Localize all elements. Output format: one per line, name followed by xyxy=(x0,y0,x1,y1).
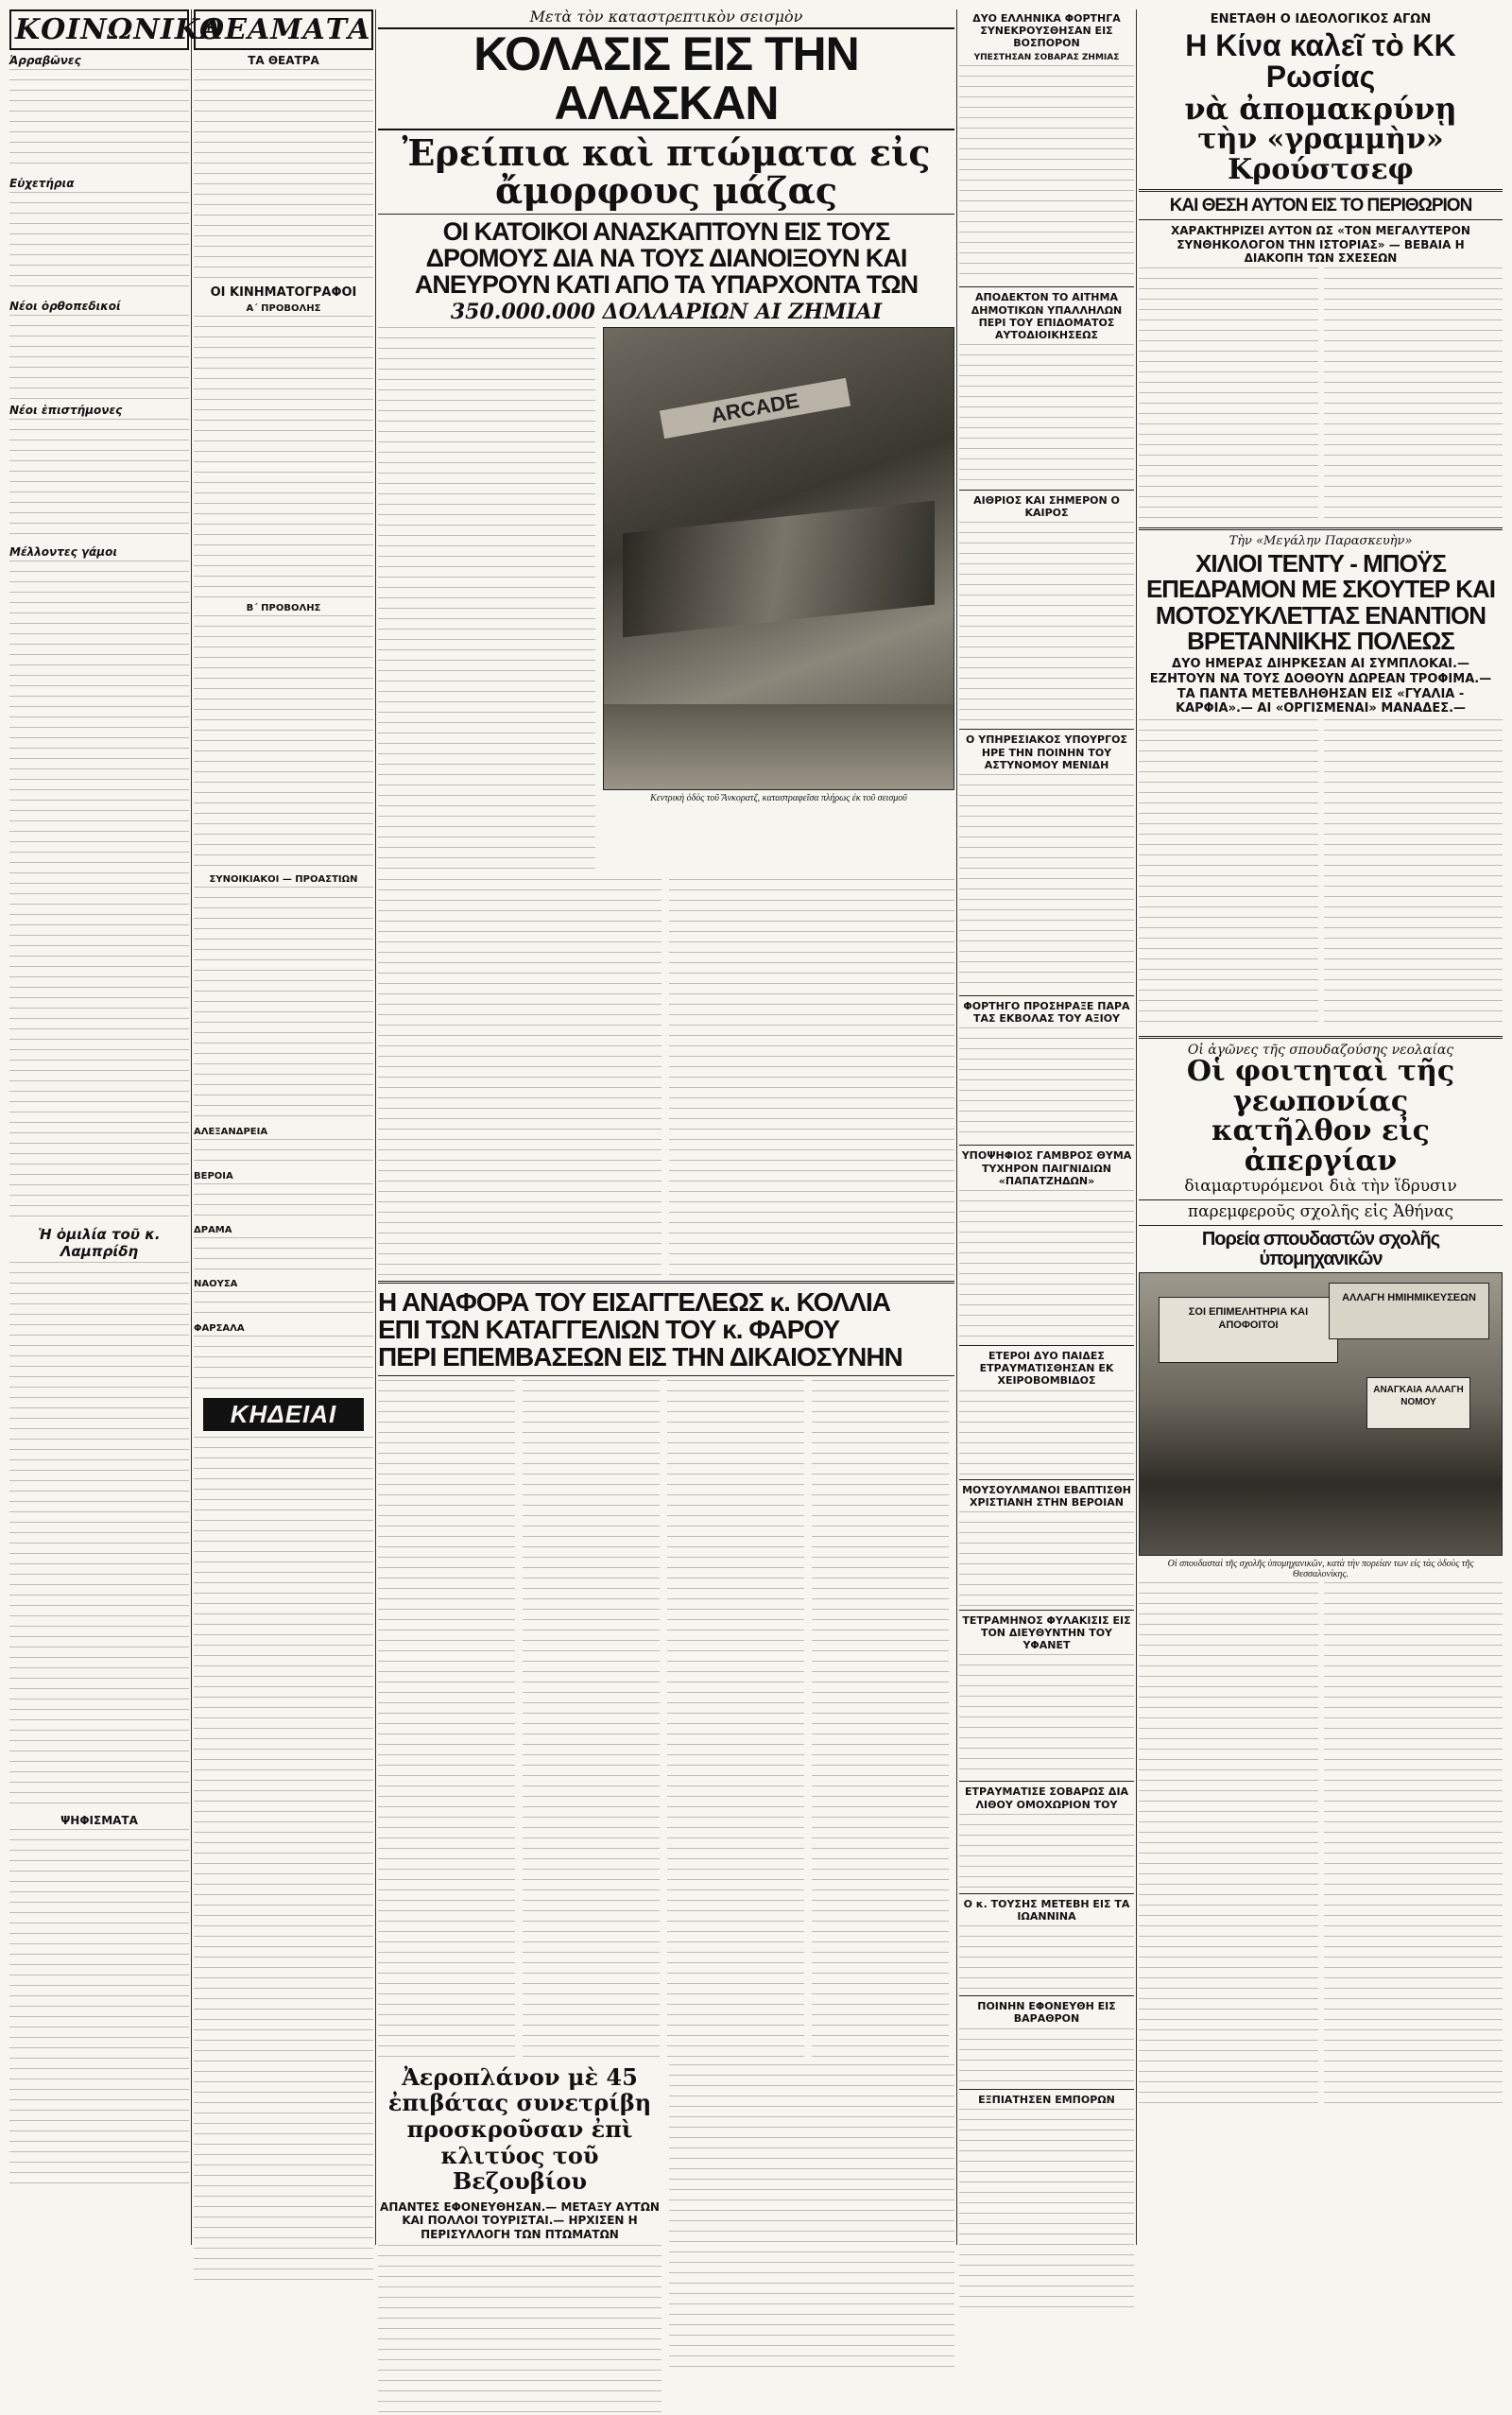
students-deck: διαμαρτυρόμενοι διὰ τὴν ἵδρυσιν xyxy=(1184,1177,1457,1197)
news-head: ΜΟΥΣΟΥΛΜΑΝΟΙ ΕΒΑΠΤΙΣΘΗ ΧΡΙΣΤΙΑΝΗ ΣΤΗΝ ΒΕΡΟΙΑΝ xyxy=(962,1483,1131,1509)
body-text-block xyxy=(378,879,662,1276)
news-head: Ο κ. ΤΟΥΣΗΣ ΜΕΤΕΒΗ ΕΙΣ ΤΑ ΙΩΑΝΝΙΝΑ xyxy=(963,1897,1130,1923)
news-head: ΑΙΘΡΙΟΣ ΚΑΙ ΣΗΜΕΡΟΝ Ο ΚΑΙΡΟΣ xyxy=(973,494,1120,520)
protest-banner: ΑΛΛΑΓΗ ΗΜΙΗΜΙΚΕΥΣΕΩΝ xyxy=(1329,1283,1489,1339)
body-text-block xyxy=(378,1380,515,2061)
body-text-block xyxy=(1324,267,1503,523)
section-head: Νέοι ὀρθοπεδικοί xyxy=(9,300,121,313)
body-text-block xyxy=(9,1829,189,2188)
body-text-block xyxy=(9,1262,189,1810)
photo-caption: Κεντρικὴ ὁδὸς τοῦ Ἄνκορατζ, καταστραφεῖσα πλήρως ἐκ τοῦ σεισμοῦ xyxy=(650,792,907,803)
section-head: Μέλλοντες γάμοι xyxy=(9,545,118,559)
divider xyxy=(959,1893,1134,1894)
body-text-block xyxy=(194,316,373,599)
main-deck-damages: 350.000.000 ΔΟΛΛΑΡΙΩΝ ΑΙ ΖΗΜΙΑΙ xyxy=(450,299,883,324)
body-text-block xyxy=(194,1291,373,1320)
body-text-block xyxy=(959,1190,1134,1341)
body-text-block xyxy=(669,2064,954,2376)
votes-head: ΨΗΦΙΣΜΑΤΑ xyxy=(60,1814,138,1827)
body-text-block xyxy=(959,774,1134,992)
prosecutor-headline-2: ΕΠΙ ΤΩΝ ΚΑΤΑΓΓΕΛΙΩΝ ΤΟΥ κ. ΦΑΡΟΥ xyxy=(378,1315,840,1345)
divider xyxy=(378,1281,954,1284)
body-text-block xyxy=(194,1437,373,2287)
body-text-block xyxy=(1139,1582,1318,2112)
column-divider xyxy=(191,9,192,2245)
body-text-block xyxy=(959,2028,1134,2085)
body-text-block xyxy=(9,561,189,1222)
section-head: ΟΙ ΚΙΝΗΜΑΤΟΓΡΑΦΟΙ xyxy=(210,285,357,300)
body-text-block xyxy=(378,2245,662,2415)
news-head: Ο ΥΠΗΡΕΣΙΑΚΟΣ ΥΠΟΥΡΓΟΣ ΗΡΕ ΤΗΝ ΠΟΙΝΗΝ ΤΟΥ ΑΣΤΥΝΟΜΟΥ ΜΕΝΙΔΗ xyxy=(966,733,1127,771)
news-head: ΕΞΠΙΑΤΗΣΕΝ ΕΜΠΟΡΩΝ xyxy=(978,2093,1115,2106)
news-head: ΤΕΤΡΑΜΗΝΟΣ ΦΥΛΑΚΙΣΙΣ ΕΙΣ ΤΟΝ ΔΙΕΥΘΥΝΤΗΝ ΤΟΥ ΥΦΑΝΕΤ xyxy=(962,1613,1131,1652)
body-text-block xyxy=(959,1654,1134,1777)
plane-deck: ΑΠΑΝΤΕΣ ΕΦΟΝΕΥΘΗΣΑΝ.— ΜΕΤΑΞΥ ΑΥΤΩΝ ΚΑΙ ΠΟΛΛΟΙ ΤΟΥΡΙΣΤΑΙ.— ΗΡΧΙΣΕΝ Η ΠΕΡΙΣΥΛΛΟΓΗ ΤΩΝ ΠΤΩΜΑΤΩΝ xyxy=(380,2199,660,2241)
divider xyxy=(959,490,1134,491)
entertainment-masthead: ΘΕΑΜΑΤΑ xyxy=(194,9,373,50)
divider xyxy=(959,1479,1134,1480)
body-text-block xyxy=(667,1380,804,2061)
body-text-block xyxy=(194,69,373,282)
students-headline-1: Οἱ φοιτηταὶ τῆς γεωπονίας xyxy=(1186,1055,1455,1118)
column-divider xyxy=(1136,9,1137,2245)
protest-placard: ΑΝΑΓΚΑΙΑ ΑΛΛΑΓΗ ΝΟΜΟΥ xyxy=(1366,1377,1470,1429)
body-text-block xyxy=(812,1380,949,2061)
body-text-block xyxy=(959,1511,1134,1606)
body-text-block xyxy=(9,69,189,173)
news-head: ΕΤΡΑΥΜΑΤΙΣΕ ΣΟΒΑΡΩΣ ΔΙΑ ΛΙΘΟΥ ΟΜΟΧΩΡΙΟΝ ΤΟΥ xyxy=(964,1785,1129,1811)
china-headline-2: νὰ ἀπομακρύνῃ xyxy=(1184,90,1457,127)
body-text-block xyxy=(194,887,373,1123)
body-text-block xyxy=(1324,1582,1503,2112)
news-items-column xyxy=(959,9,1134,2307)
body-text-block xyxy=(378,327,595,875)
body-text-block xyxy=(1139,267,1318,523)
society-masthead: ΚΟΙΝΩΝΙΚΑ xyxy=(9,9,189,50)
body-text-block xyxy=(959,2109,1134,2307)
body-text-block xyxy=(194,1237,373,1275)
body-text-block xyxy=(1324,719,1503,1031)
photo-sign: ARCADE xyxy=(660,378,850,439)
body-text-block xyxy=(1139,719,1318,1031)
news-subhead: ΥΠΕΣΤΗΣΑΝ ΣΟΒΑΡΑΣ ΖΗΜΙΑΣ xyxy=(973,52,1120,62)
body-text-block xyxy=(523,1380,660,2061)
prosecutor-headline-1: Η ΑΝΑΦΟΡΑ ΤΟΥ ΕΙΣΑΓΓΕΛΕΩΣ κ. ΚΟΛΛΙΑ xyxy=(378,1286,890,1317)
students-photo-head: Πορεία σπουδαστῶν σχολῆς ὑπομηχανικῶν xyxy=(1201,1229,1440,1270)
china-headline-3: τὴν «γραμμὴν» Κρούστσεφ xyxy=(1197,123,1444,186)
body-text-block xyxy=(959,1925,1134,1992)
body-text-block xyxy=(669,879,954,1276)
body-text-block xyxy=(959,522,1134,725)
divider xyxy=(959,729,1134,730)
divider xyxy=(959,2089,1134,2090)
speech-head: Ἡ ὁμιλία τοῦ κ. Λαμπρίδη xyxy=(38,1226,161,1260)
britain-deck: ΔΥΟ ΗΜΕΡΑΣ ΔΙΗΡΚΕΣΑΝ ΑΙ ΣΥΜΠΛΟΚΑΙ.— ΕΖΗΤΟΥΝ ΝΑ ΤΟΥΣ ΔΟΘΟΥΝ ΔΩΡΕΑΝ ΤΡΟΦΙΜΑ.— ΤΑ ΠΑΝΤΑ ΜΕΤΕΒΛΗΘΗΣΑΝ ΕΙΣ «ΓΥΑΛΙΑ - ΚΑΡΦΙΑ».— ΑΙ «ΟΡΓΙΣΜΕΝΑΙ» ΜΑΝΑΔΕΣ.— xyxy=(1149,657,1492,716)
section-head: ΦΑΡΣΑΛΑ xyxy=(194,1323,245,1334)
china-headline-1: Η Κίνα καλεῖ τὸ ΚΚ Ρωσίας xyxy=(1185,27,1456,95)
main-story-column xyxy=(378,9,954,2415)
body-text-block xyxy=(9,419,189,542)
section-head: Εὐχετήρια xyxy=(9,177,75,190)
news-head: ΔΥΟ ΕΛΛΗΝΙΚΑ ΦΟΡΤΗΓΑ ΣΥΝΕΚΡΟΥΣΘΗΣΑΝ ΕΙΣ ΒΟΣΠΟΡΟΝ xyxy=(972,12,1121,50)
right-column xyxy=(1139,9,1503,2112)
section-head: Ἀρραβῶνες xyxy=(9,54,81,67)
entertainment-column xyxy=(194,9,373,2287)
divider xyxy=(1139,1225,1503,1226)
news-head: ΥΠΟΨΗΦΙΟΣ ΓΑΜΒΡΟΣ ΘΥΜΑ ΤΥΧΗΡΟΝ ΠΑΙΓΝΙΔΙΩΝ «ΠΑΠΑΤΖΗΔΩΝ» xyxy=(961,1149,1132,1187)
divider xyxy=(959,1145,1134,1146)
alaska-photo xyxy=(603,327,954,790)
divider xyxy=(959,286,1134,287)
divider xyxy=(378,214,954,215)
street-shape xyxy=(604,704,954,789)
divider xyxy=(959,1995,1134,1996)
students-deck-2: παρεμφεροῦς σχολῆς εἰς Ἀθήνας xyxy=(1187,1202,1454,1222)
main-subhead: Ἐρείπια καὶ πτώματα εἰς ἄμορφους μάζας xyxy=(402,130,931,212)
news-head: ΦΟΡΤΗΓΟ ΠΡΟΣΗΡΑΞΕ ΠΑΡΑ ΤΑΣ ΕΚΒΟΛΑΣ ΤΟΥ ΑΞΙΟΥ xyxy=(963,1000,1130,1026)
column-divider xyxy=(375,9,376,2245)
body-text-block xyxy=(959,344,1134,486)
divider xyxy=(1139,1036,1503,1039)
body-text-block xyxy=(194,615,373,871)
section-head: ΝΑΟΥΣΑ xyxy=(194,1279,238,1289)
divider xyxy=(1139,219,1503,220)
funerals-box: ΚΗΔΕΙΑΙ xyxy=(203,1398,364,1431)
section-head: ΑΛΕΞΑΝΔΡΕΙΑ xyxy=(194,1127,268,1137)
section-head: Α΄ ΠΡΟΒΟΛΗΣ xyxy=(246,303,321,314)
section-head: Νέοι ἐπιστήμονες xyxy=(9,404,123,417)
news-head: ΕΤΕΡΟΙ ΔΥΟ ΠΑΙΔΕΣ ΕΤΡΑΥΜΑΤΙΣΘΗΣΑΝ ΕΚ ΧΕΙΡΟΒΟΜΒΙΔΟΣ xyxy=(979,1349,1114,1388)
students-photo-caption: Οἱ σπουδασταὶ τῆς σχολῆς ὑπομηχανικῶν, κατὰ τὴν πορείαν των εἰς τὰς ὁδοὺς τῆς Θεσσαλονίκης. xyxy=(1167,1559,1474,1580)
section-head: ΔΡΑΜΑ xyxy=(194,1225,232,1235)
divider xyxy=(959,1781,1134,1782)
body-text-block xyxy=(194,1139,373,1167)
prosecutor-headline-3: ΠΕΡΙ ΕΠΕΜΒΑΣΕΩΝ ΕΙΣ ΤΗΝ ΔΙΚΑΙΟΣΥΝΗΝ xyxy=(378,1342,902,1372)
body-text-block xyxy=(959,1814,1134,1889)
divider xyxy=(959,1610,1134,1611)
students-kicker: Οἱ ἀγῶνες τῆς σπουδαζούσης νεολαίας xyxy=(1187,1042,1454,1058)
news-head: ΑΠΟΔΕΚΤΟΝ ΤΟ ΑΙΤΗΜΑ ΔΗΜΟΤΙΚΩΝ ΥΠΑΛΛΗΛΩΝ ΠΕΡΙ ΤΟΥ ΕΠΙΔΟΜΑΤΟΣ ΑΥΤΟΔΙΟΙΚΗΣΕΩΣ xyxy=(971,291,1123,341)
protest-banner: ΣΟΙ ΕΠΙΜΕΛΗΤΗΡΙΑ ΚΑΙ ΑΠΟΦΟΙΤΟΙ xyxy=(1159,1297,1338,1363)
divider xyxy=(1139,1199,1503,1200)
britain-headline: ΧΙΛΙΟΙ ΤΕΝΤΥ - ΜΠΟΫΣ ΕΠΕΔΡΑΜΟΝ ΜΕ ΣΚΟΥΤΕΡ ΚΑΙ ΜΟΤΟΣΥΚΛΕΤΤΑΣ ΕΝΑΝΤΙΟΝ ΒΡΕΤΑΝΝΙΚΗΣ ΠΟΛΕΩΣ xyxy=(1145,549,1496,656)
china-kicker: ΕΝΕΤΑΘΗ Ο ΙΔΕΟΛΟΓΙΚΟΣ ΑΓΩΝ xyxy=(1210,12,1432,26)
news-head: ΠΟΙΝΗΝ ΕΦΟΝΕΥΘΗ ΕΙΣ ΒΑΡΑΘΡΟΝ xyxy=(977,2000,1116,2026)
section-head: Β΄ ΠΡΟΒΟΛΗΣ xyxy=(246,603,321,613)
main-deck: ΟΙ ΚΑΤΟΙΚΟΙ ΑΝΑΣΚΑΠΤΟΥΝ ΕΙΣ ΤΟΥΣ ΔΡΟΜΟΥΣ ΔΙΑ ΝΑ ΤΟΥΣ ΔΙΑΝΟΙΞΟΥΝ ΚΑΙ ΑΝΕΥΡΟΥΝ ΚΑΤΙ ΑΠΟ ΤΑ ΥΠΑΡΧΟΝΤΑ ΤΩΝ xyxy=(414,216,919,300)
column-divider xyxy=(956,9,957,2245)
rubble-shape xyxy=(623,500,935,637)
kicker: Μετὰ τὸν καταστρεπτικὸν σεισμὸν xyxy=(529,8,803,26)
divider xyxy=(378,1375,954,1376)
body-text-block xyxy=(9,192,189,296)
section-head: ΤΑ ΘΕΑΤΡΑ xyxy=(248,54,319,67)
china-deck-2: ΧΑΡΑΚΤΗΡΙΖΕΙ ΑΥΤΟΝ ΩΣ «ΤΟΝ ΜΕΓΑΛΥΤΕΡΟΝ ΣΥΝΘΗΚΟΛΟΓΟΝ ΤΗΝ ΙΣΤΟΡΙΑΣ» — ΒΕΒΑΙΑ Η ΔΙΑΚΟΠΗ ΤΩΝ ΣΧΕΣΕΩΝ xyxy=(1171,224,1470,266)
body-text-block xyxy=(959,1027,1134,1141)
section-head: ΣΥΝΟΙΚΙΑΚΟΙ — ΠΡΟΑΣΤΙΩΝ xyxy=(209,874,358,885)
divider xyxy=(959,1345,1134,1346)
body-text-block xyxy=(9,315,189,400)
body-text-block xyxy=(194,1183,373,1221)
students-headline-2: κατῆλθον εἰς ἀπεργίαν xyxy=(1211,1114,1430,1178)
main-headline: ΚΟΛΑΣΙΣ ΕΙΣ ΤΗΝ ΑΛΑΣΚΑΝ xyxy=(378,27,954,130)
body-text-block xyxy=(959,65,1134,283)
students-photo xyxy=(1139,1272,1503,1556)
body-text-block xyxy=(194,1336,373,1392)
section-head: ΒΕΡΟΙΑ xyxy=(194,1171,233,1182)
body-text-block xyxy=(959,1390,1134,1475)
britain-kicker: Τὴν «Μεγάλην Παρασκευὴν» xyxy=(1228,534,1413,549)
divider xyxy=(959,995,1134,996)
divider xyxy=(1139,527,1503,530)
divider xyxy=(1139,189,1503,192)
china-deck: ΚΑΙ ΘΕΣΗ ΑΥΤΟΝ ΕΙΣ ΤΟ ΠΕΡΙΘΩΡΙΟΝ xyxy=(1169,196,1472,216)
plane-headline: Ἀεροπλάνον μὲ 45 ἐπιβάτας συνετρίβη προσκροῦσαν ἐπὶ κλιτύος τοῦ Βεζουβίου xyxy=(387,2062,652,2196)
